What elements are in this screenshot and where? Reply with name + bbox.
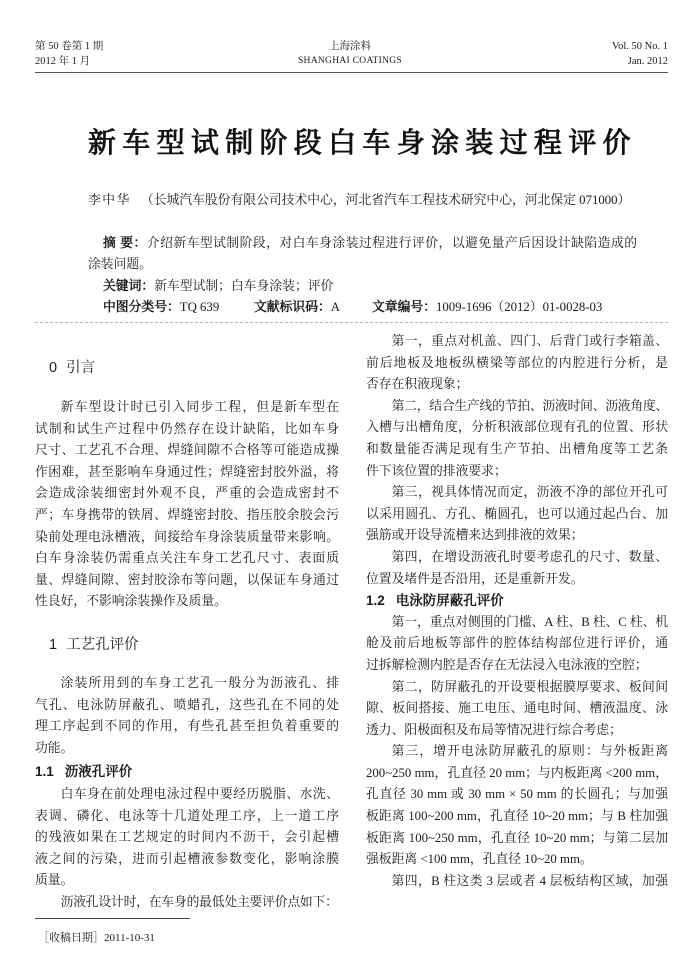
paragraph-line: 第二，防屏蔽孔的开设要根据膜厚要求、板间间: [391, 679, 668, 694]
paragraph-line: 液之间的污染，进而引起槽液参数变化，影响涂膜: [35, 851, 339, 866]
header-left: [35, 39, 103, 69]
paragraph: [366, 331, 668, 396]
paragraph-line: 透力、阳极面积及布局等情况进行综合考虑；: [366, 722, 622, 737]
clc-field: [103, 298, 219, 316]
header-center: [250, 39, 450, 69]
doc-code-field: [254, 298, 340, 316]
paragraph-line: 舱及前后地板等部件的腔体结构部位进行评价，通: [366, 636, 668, 651]
paragraph: [35, 673, 339, 759]
section-number: 1.2: [366, 593, 385, 609]
page-title: 新车型试制阶段白车身涂装过程评价: [88, 127, 637, 158]
article-no-value: 1009-1696（2012）01-0028-03: [435, 299, 603, 314]
paragraph: [366, 396, 668, 482]
paragraph: [35, 892, 339, 914]
paragraph-line: 第二，结合生产线的节拍、沥液时间、沥液角度、: [391, 398, 668, 413]
keywords-text: 新车型试制；白车身涂装；评价: [154, 278, 334, 293]
paragraph-line: 第一，重点对侧围的门槛、A 柱、B 柱、C 柱、机: [391, 614, 668, 629]
right-column: [366, 331, 668, 892]
paragraph-line: 气孔、电泳防屏蔽孔、喷蜡孔，这些孔在不同的处: [35, 697, 339, 712]
received-date: ［收稿日期］2011-10-31: [38, 932, 155, 944]
section-heading-1-1: [35, 761, 132, 783]
paragraph-line: 隙、板间搭接、施工电压、通电时间、槽液温度、泳: [366, 701, 668, 716]
abstract-line: [103, 234, 637, 252]
article-no-label: 文章编号：: [372, 298, 436, 314]
paragraph-line: 功能。: [35, 740, 74, 755]
paragraph-line: 白车身在前处理电泳过程中要经历脱脂、水洗、: [60, 787, 339, 801]
left-column-tail: [35, 784, 339, 914]
paragraph-line: 第三，增开电泳防屏蔽孔的原则：与外板距离: [391, 744, 668, 759]
paragraph-line: 第三，视具体情况而定，沥液不净的部位开孔可: [391, 485, 668, 500]
paragraph: [366, 547, 668, 590]
section-number: 1: [49, 637, 58, 653]
paragraph-line: 板距离 100~200 mm，孔直径 10~20 mm；与 B 柱加强: [366, 809, 668, 824]
paragraph-line: 质量。: [35, 873, 74, 888]
section-title: 沥液孔评价: [64, 764, 133, 779]
paragraph-line: 200~250 mm，孔直径 20 mm；与内板距离 <200 mm，: [366, 765, 668, 780]
article-no-field: [372, 298, 602, 316]
paragraph-line: 作困难，甚至影响车身通过性；焊缝密封胶外溢，将: [35, 464, 339, 479]
doc-code-value: A: [330, 299, 341, 314]
paragraph-line: 第四，在增设沥液孔时要考虑孔的尺寸、数量、: [391, 549, 668, 564]
keywords-line: [103, 277, 333, 295]
paragraph: [35, 397, 339, 613]
paragraph-line: 会造成涂装细密封外观不良，严重的会造成密封不: [35, 486, 339, 501]
abstract-label: 摘 要：: [103, 235, 147, 250]
section-number: 1.1: [35, 764, 54, 779]
paragraph-line: 理工序起到不同的作用，有些孔甚至担负着重要的: [35, 719, 339, 734]
abstract-line: 涂装问题。: [88, 256, 152, 271]
paragraph-line: 板距离 100~250 mm，孔直径 10~20 mm；与第二层加: [366, 830, 668, 845]
paragraph-line: 强筋或开设导流槽来达到排液的效果；: [366, 528, 584, 543]
paragraph: [366, 871, 668, 893]
paragraph-line: 严；车身携带的铁屑、焊缝密封胶、指压胶余胶会污: [35, 507, 339, 522]
header-right: [468, 39, 668, 69]
abstract-text: 介绍新车型试制阶段，对白车身涂装过程进行评价，以避免量产后因设计缺陷造成的: [146, 236, 638, 250]
header-rule: [35, 72, 668, 73]
paragraph-line: 染前处理电泳槽液，间接给车身涂装质量带来影响。: [35, 529, 339, 544]
date-cn: 2012 年 1 月: [35, 56, 91, 67]
paragraph-line: 第一，重点对机盖、四门、后背门或行李箱盖、: [391, 334, 668, 348]
clc-value: TQ 639: [179, 299, 220, 314]
footnote-rule: [35, 918, 190, 919]
author-affiliation: （长城汽车股份有限公司技术中心，河北省汽车工程技术研究中心，河北保定 071000）: [140, 193, 631, 207]
date-en: Jan. 2012: [627, 56, 668, 67]
paragraph-line: 和数量能否满足现有生产节拍、出槽角度等工艺条: [366, 441, 668, 456]
paragraph-line: 新车型设计时已引入同步工程，但是新车型在: [60, 400, 339, 414]
paragraph-line: 第四，B 柱这类 3 层或者 4 层板结构区域，加强: [391, 873, 668, 888]
paragraph-line: 强板距离 <100 mm，孔直径 10~20 mm。: [366, 852, 593, 867]
section-heading-1: [49, 634, 139, 656]
paragraph-line: 件下该位置的排液要求；: [366, 463, 507, 478]
paragraph-line: 性良好，不影响涂装操作及质量。: [35, 594, 227, 609]
paragraph-line: 过拆解检测内腔是否存在无法浸入电泳液的空腔；: [366, 657, 648, 672]
paragraph-line: 孔直径 30 mm 或 30 mm × 50 mm 的长圆孔；与加强: [366, 787, 668, 802]
paragraph-line: 位置及堵件是否沿用，还是重新开发。: [366, 571, 584, 586]
paragraph-line: 白车身涂装仍需重点关注车身工艺孔尺寸、表面质: [35, 551, 339, 566]
section-number: 0: [49, 360, 58, 376]
paragraph-line: 尺寸、工艺孔不合理、焊缝间隙不合格等可能造成操: [35, 443, 339, 458]
paragraph-line: 的残液如果在工艺规定的时间内不沥干，会引起槽: [35, 830, 339, 845]
paragraph-line: 前后地板及地板纵横梁等部位的内腔进行分析，是: [366, 355, 668, 370]
section-heading-1-2: [366, 590, 668, 612]
paragraph: [35, 784, 339, 892]
paragraph: [366, 482, 668, 547]
author-line: [88, 192, 630, 209]
section-heading-0: [49, 357, 95, 379]
paragraph-line: 否存在积液现象；: [366, 377, 469, 392]
paragraph-line: 量、焊缝间隙、密封胶涂布等问题，以保证车身通过: [35, 572, 339, 587]
doc-code-label: 文献标识码：: [254, 298, 331, 314]
journal-name-en: SHANGHAI COATINGS: [297, 56, 403, 66]
paragraph-line: 入槽与出槽角度，分析积液部位现有孔的位置、形状: [366, 420, 668, 435]
paragraph-line: 沥液孔设计时，在车身的最低处主要评价点如下：: [60, 894, 338, 909]
journal-name-cn: 上海涂料: [329, 41, 371, 52]
paragraph-line: 表调、磷化、电泳等十几道处理工序，上一道工序: [35, 808, 339, 823]
volume-issue-en: Vol. 50 No. 1: [611, 41, 668, 52]
paragraph: [366, 612, 668, 677]
volume-issue-cn: 第 50 卷第 1 期: [35, 41, 104, 52]
paragraph: [366, 741, 668, 871]
section-title: 引言: [66, 360, 96, 376]
front-matter-separator: [35, 322, 668, 323]
section-title: 工艺孔评价: [66, 637, 139, 653]
classification-line: [0, 298, 700, 315]
paragraph-line: 试制和试生产过程中仍然存在设计缺陷，比如车身: [35, 421, 339, 436]
paragraph-line: 以采用圆孔、方孔、椭圆孔，也可以通过起凸台、加: [366, 506, 668, 521]
keywords-label: 关键词：: [103, 277, 155, 293]
paragraph-line: 涂装所用到的车身工艺孔一般分为沥液孔、排: [60, 676, 339, 690]
clc-label: 中图分类号：: [103, 298, 180, 314]
section-title: 电泳防屏蔽孔评价: [395, 593, 504, 609]
author-name: 李中华: [88, 193, 131, 207]
paragraph: [366, 677, 668, 742]
